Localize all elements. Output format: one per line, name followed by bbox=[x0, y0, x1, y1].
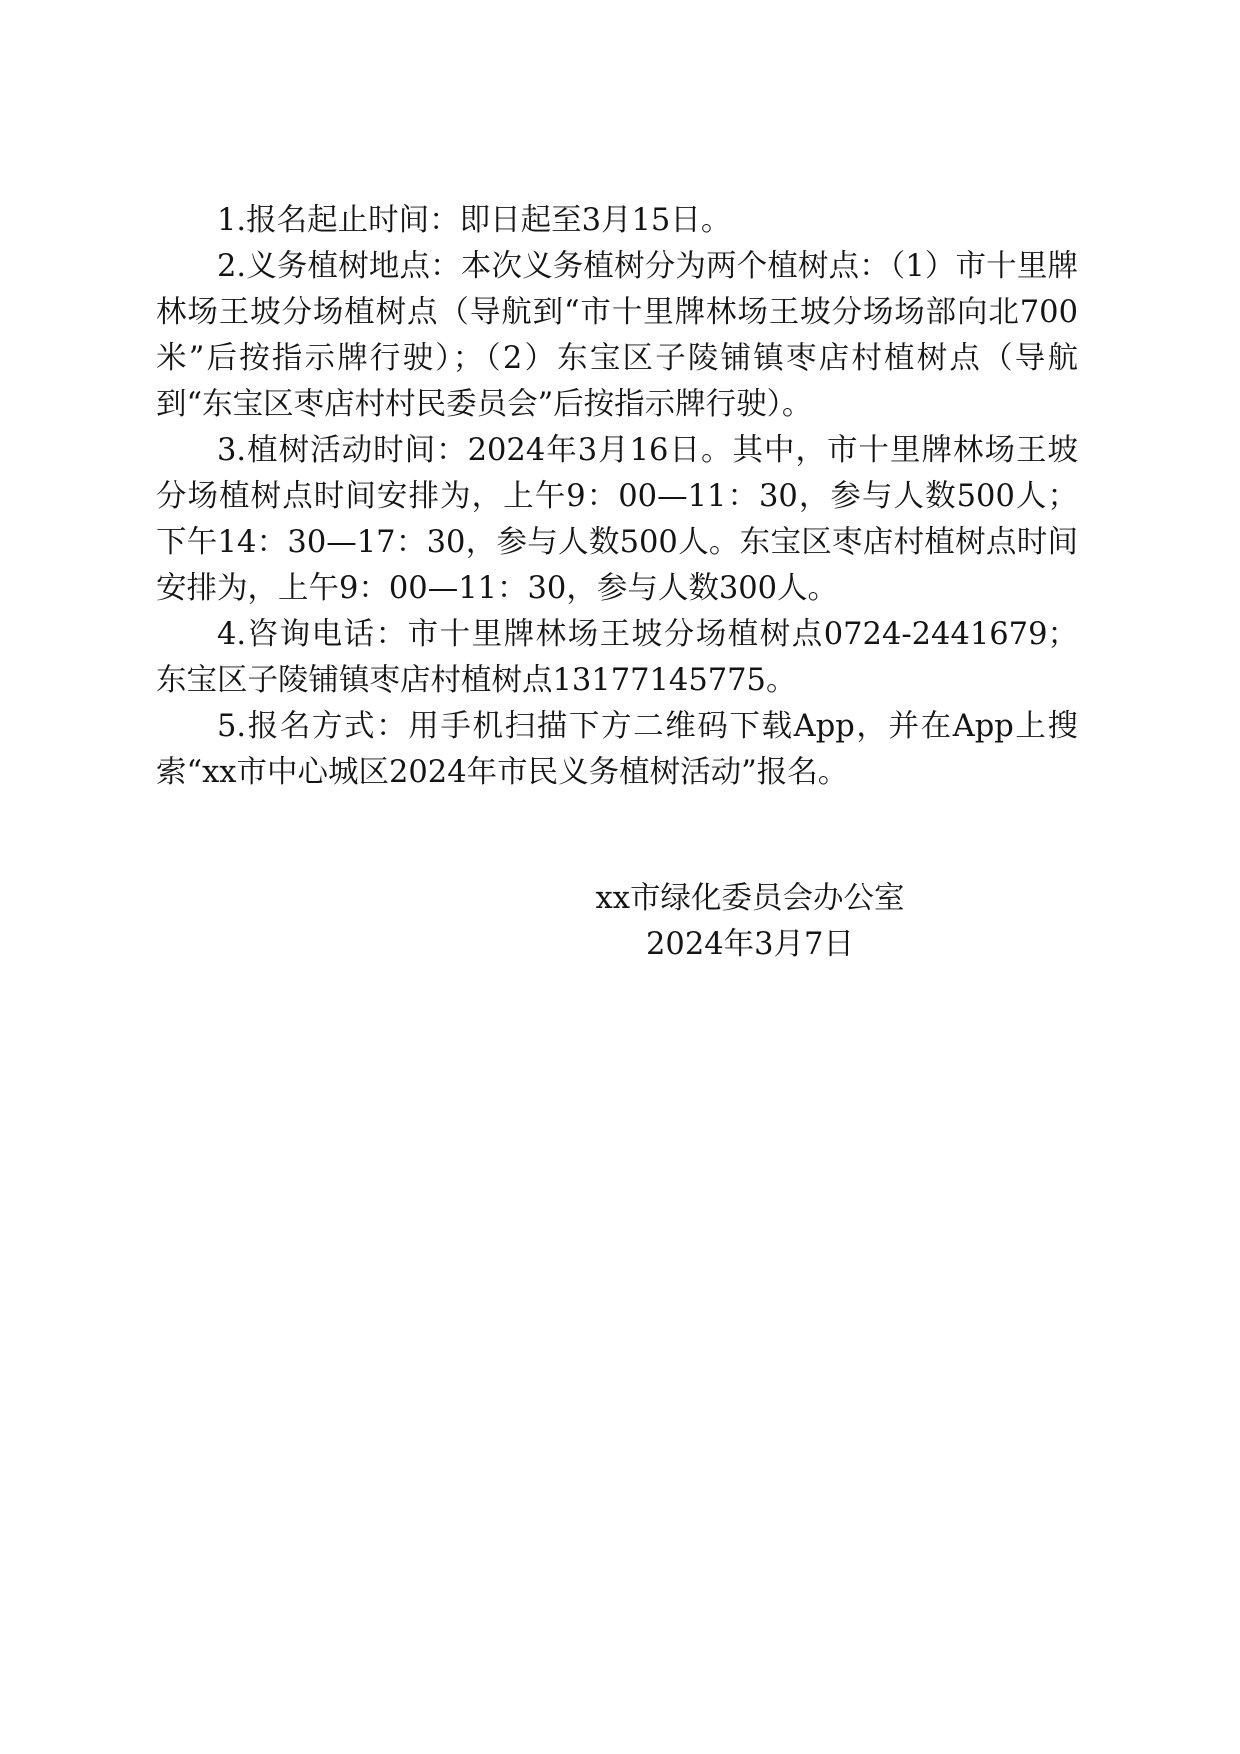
item-contact-phone: 4.咨询电话：市十里牌林场王坡分场植树点0724-2441679；东宝区子陵铺镇枣店村植树点13177145775。 bbox=[156, 617, 1078, 698]
issuer-name: xx市绿化委员会办公室 bbox=[595, 881, 905, 916]
item-registration-period: 1.报名起止时间：即日起至3月15日。 bbox=[217, 203, 732, 238]
signature-block bbox=[560, 876, 940, 968]
issue-date: 2024年3月7日 bbox=[646, 927, 854, 962]
item-activity-time: 3.植树活动时间：2024年3月16日。其中，市十里牌林场王坡分场植树点时间安排为，上午9：00—11：30，参与人数500人；下午14：30—17：30，参与人数500人。东宝区枣店村植树点时间安排为，上午9：00—11：30，参与人数300人。 bbox=[156, 433, 1078, 606]
item-registration-method: 5.报名方式：用手机扫描下方二维码下载App，并在App上搜索“xx市中心城区2024年市民义务植树活动”报名。 bbox=[156, 709, 1078, 790]
item-planting-locations: 2.义务植树地点：本次义务植树分为两个植树点：（1）市十里牌林场王坡分场植树点（导航到“市十里牌林场王坡分场场部向北700米”后按指示牌行驶）；（2）东宝区子陵铺镇枣店村植树点（导航到“东宝区枣店村村民委员会”后按指示牌行驶）。 bbox=[156, 249, 1078, 422]
notice-body bbox=[156, 198, 1078, 796]
